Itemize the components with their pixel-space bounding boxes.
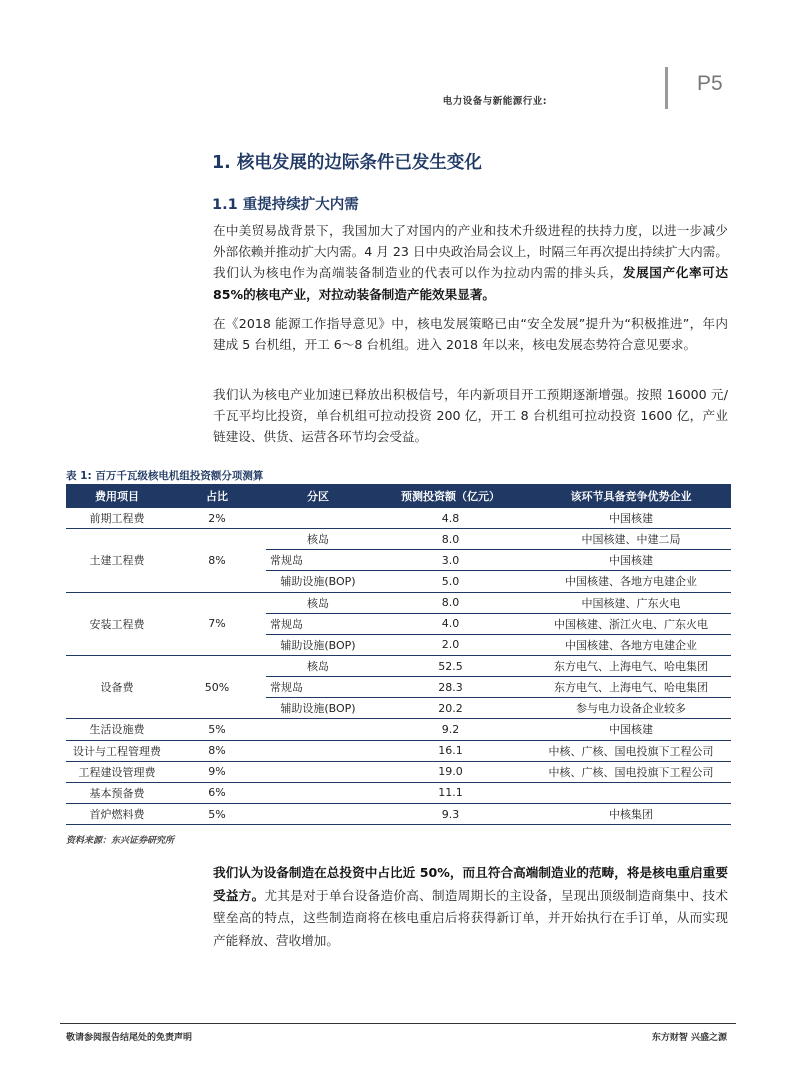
paragraph-4-bold: 我们认为设备制造在总投资中占比近 50%，而且符合高端制造业的范畴，将是核电重启重要受益方。 [213,865,728,903]
firms-cell: 东方电气、上海电气、哈电集团 [531,655,731,676]
amount-cell: 5.0 [370,571,531,592]
ratio-cell: 5% [168,719,266,740]
table-row [66,529,731,550]
header-item: 费用项目 [66,484,168,508]
cost-item-cell: 土建工程费 [66,529,168,592]
ratio-cell: 8% [168,529,266,592]
firms-cell: 中国核建、中建二局 [531,529,731,550]
investment-table [66,484,731,825]
header-divider [665,67,668,109]
paragraph-4 [213,862,728,952]
cost-item-cell: 前期工程费 [66,508,168,529]
area-cell: 核岛 [266,529,370,550]
firms-cell: 中国核建、各地方电建企业 [531,571,731,592]
firms-cell: 中国核建 [531,550,731,571]
area-cell [266,740,370,761]
amount-cell: 8.0 [370,529,531,550]
ratio-cell: 50% [168,655,266,718]
amount-cell: 2.0 [370,634,531,655]
header-section-title: 电力设备与新能源行业: [442,96,547,107]
amount-cell: 16.1 [370,740,531,761]
firms-cell [531,782,731,803]
header-area: 分区 [266,484,370,508]
area-cell: 常规岛 [266,677,370,698]
amount-cell: 52.5 [370,655,531,676]
firms-cell: 中国核建 [531,508,731,529]
paragraph-1-bold: 发展国产化率可达 85%的核电产业，对拉动装备制造产能效果显著。 [213,265,729,302]
area-cell [266,782,370,803]
table-row [66,782,731,803]
amount-cell: 4.8 [370,508,531,529]
header-firms: 该环节具备竞争优势企业 [531,484,731,508]
area-cell [266,508,370,529]
footer-disclaimer: 敬请参阅报告结尾处的免责声明 [66,1033,193,1043]
amount-cell: 8.0 [370,592,531,613]
ratio-cell: 6% [168,782,266,803]
area-cell [266,803,370,824]
area-cell: 辅助设施(BOP) [266,698,370,719]
table-row [66,655,731,676]
firms-cell: 中核、广核、国电投旗下工程公司 [531,761,731,782]
paragraph-1-text: 在中美贸易战背景下，我国加大了对国内的产业和技术升级进程的扶持力度，以进一步减少外部依赖并推动扩大内需。4 月 23 日中央政治局会议上，时隔三年再次提出持续扩大内需。我们认为核电作为高端装备制造业的代表可以作为拉动内需的排头兵， [213,223,728,281]
ratio-cell: 9% [168,761,266,782]
ratio-cell: 8% [168,740,266,761]
paragraph-1 [213,220,728,305]
amount-cell: 11.1 [370,782,531,803]
table-row [66,719,731,740]
area-cell: 常规岛 [266,613,370,634]
paragraph-2: 在《2018 能源工作指导意见》中，核电发展策略已由“安全发展”提升为“积极推进”，年内建成 5 台机组，开工 6～8 台机组。进入 2018 年以来，核电发展态势符合意见要求。 [213,316,728,353]
firms-cell: 东方电气、上海电气、哈电集团 [531,677,731,698]
footer-divider [60,1023,736,1024]
ratio-cell: 7% [168,592,266,655]
amount-cell: 4.0 [370,613,531,634]
amount-cell: 20.2 [370,698,531,719]
ratio-cell: 2% [168,508,266,529]
firms-cell: 中国核建 [531,719,731,740]
area-cell [266,719,370,740]
area-cell: 辅助设施(BOP) [266,571,370,592]
amount-cell: 3.0 [370,550,531,571]
ratio-cell: 5% [168,803,266,824]
table-row [66,740,731,761]
firms-cell: 参与电力设备企业较多 [531,698,731,719]
firms-cell: 中国核建、广东火电 [531,592,731,613]
table-row [66,803,731,824]
cost-item-cell: 基本预备费 [66,782,168,803]
paragraph-4-text: 尤其是对于单台设备造价高、制造周期长的主设备，呈现出顶级制造商集中、技术壁垒高的特点，这些制造商将在核电重启后将获得新订单，并开始执行在手订单，从而实现产能释放、营收增加。 [213,887,729,948]
section-heading: 1. 核电发展的边际条件已发生变化 [212,153,482,173]
amount-cell: 28.3 [370,677,531,698]
area-cell: 辅助设施(BOP) [266,634,370,655]
firms-cell: 中核集团 [531,803,731,824]
table-row [66,508,731,529]
table-header-row [66,484,731,508]
area-cell [266,761,370,782]
cost-item-cell: 安装工程费 [66,592,168,655]
area-cell: 核岛 [266,592,370,613]
table-caption: 表 1: 百万千瓦级核电机组投资额分项测算 [66,470,264,482]
table-source: 资料来源：东兴证券研究所 [66,836,175,846]
table-row [66,592,731,613]
footer-slogan: 东方财智 兴盛之源 [651,1033,727,1043]
amount-cell: 9.2 [370,719,531,740]
header-amount: 预测投资额（亿元） [370,484,531,508]
firms-cell: 中国核建、浙江火电、广东火电 [531,613,731,634]
table-row [66,761,731,782]
cost-item-cell: 首炉燃料费 [66,803,168,824]
table-body [66,508,731,825]
area-cell: 核岛 [266,655,370,676]
cost-item-cell: 设备费 [66,655,168,718]
cost-item-cell: 生活设施费 [66,719,168,740]
paragraph-3: 我们认为核电产业加速已释放出积极信号，年内新项目开工预期逐渐增强。按照 16000 元/千瓦平均比投资，单台机组可拉动投资 200 亿，开工 8 台机组可拉动投资 1600 亿，产业链建设、供货、运营各环节均会受益。 [213,387,728,445]
subsection-heading: 1.1 重提持续扩大内需 [212,197,359,213]
amount-cell: 9.3 [370,803,531,824]
amount-cell: 19.0 [370,761,531,782]
cost-item-cell: 设计与工程管理费 [66,740,168,761]
header-ratio: 占比 [168,484,266,508]
cost-item-cell: 工程建设管理费 [66,761,168,782]
firms-cell: 中国核建、各地方电建企业 [531,634,731,655]
page-number: P5 [697,72,723,95]
firms-cell: 中核、广核、国电投旗下工程公司 [531,740,731,761]
area-cell: 常规岛 [266,550,370,571]
